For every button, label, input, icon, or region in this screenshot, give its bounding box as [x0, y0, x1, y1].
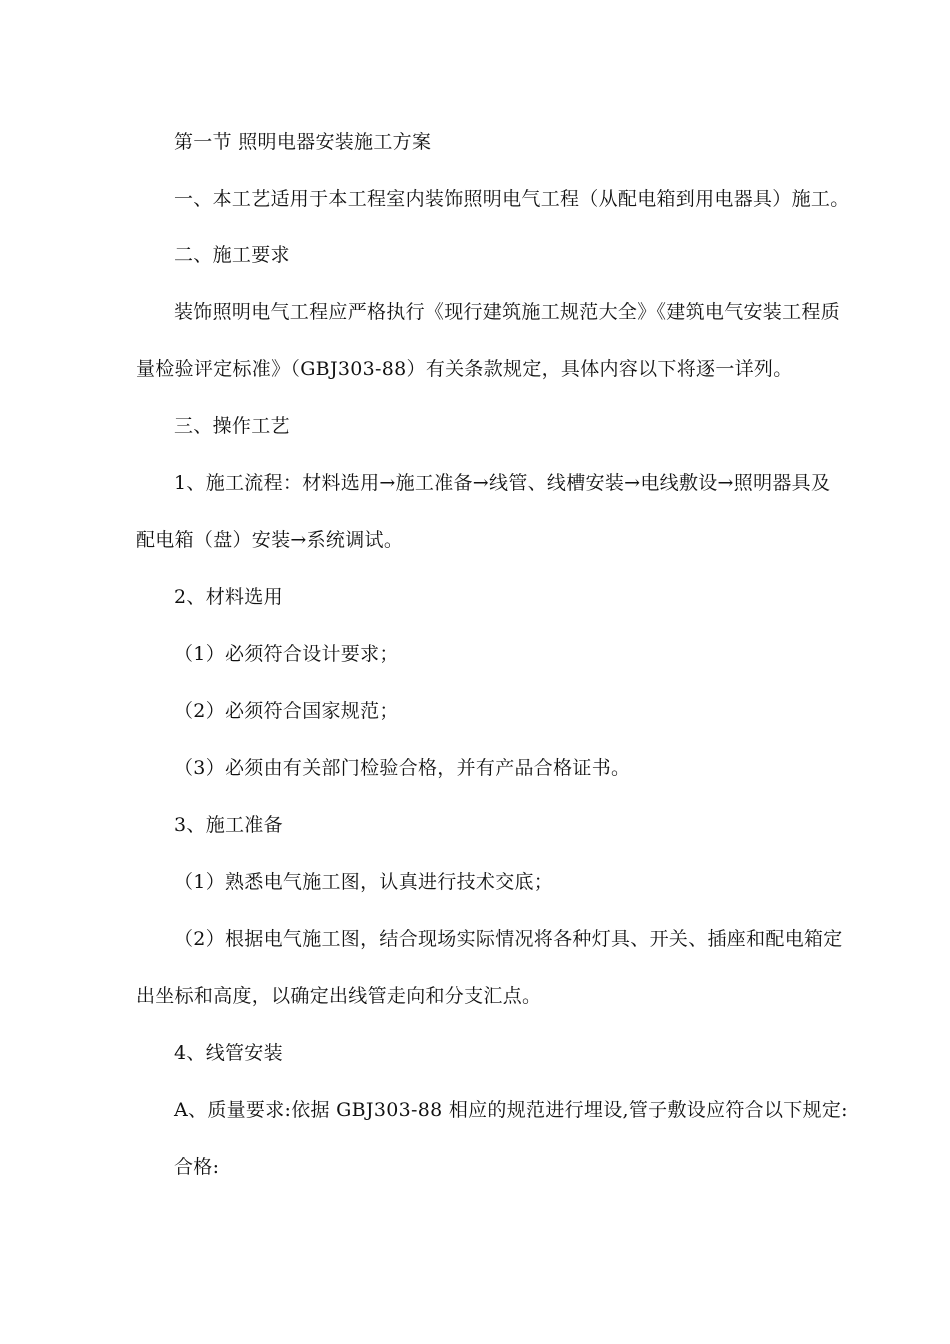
heading-operation-process: 三、操作工艺	[174, 415, 290, 437]
preparation-item-1: （1）熟悉电气施工图，认真进行技术交底；	[174, 871, 554, 893]
heading-preparation: 3、施工准备	[174, 814, 283, 836]
heading-conduit-installation: 4、线管安装	[174, 1042, 283, 1064]
paragraph-scope: 一、本工艺适用于本工程室内装饰照明电气工程（从配电箱到用电器具）施工。	[174, 188, 850, 210]
heading-material-selection: 2、材料选用	[174, 586, 283, 608]
section-title: 第一节 照明电器安装施工方案	[174, 131, 432, 153]
quality-requirement: A、质量要求:依据 GBJ303-88 相应的规范进行埋设,管子敷设应符合以下规定:	[174, 1099, 848, 1121]
construction-flow-line2: 配电箱（盘）安装→系统调试。	[136, 529, 404, 551]
qualified-label: 合格:	[174, 1156, 220, 1178]
material-item-1: （1）必须符合设计要求；	[174, 643, 399, 665]
heading-requirements: 二、施工要求	[174, 244, 290, 266]
preparation-item-2-line2: 出坐标和高度，以确定出线管走向和分支汇点。	[136, 985, 542, 1007]
material-item-2: （2）必须符合国家规范；	[174, 700, 399, 722]
construction-flow-line1: 1、施工流程：材料选用→施工准备→线管、线槽安装→电线敷设→照明器具及	[174, 472, 831, 494]
paragraph-standards-line2: 量检验评定标准》（GBJ303-88）有关条款规定，具体内容以下将逐一详列。	[136, 358, 793, 380]
material-item-3: （3）必须由有关部门检验合格，并有产品合格证书。	[174, 757, 631, 779]
paragraph-standards-line1: 装饰照明电气工程应严格执行《现行建筑施工规范大全》《建筑电气安装工程质	[174, 301, 841, 323]
preparation-item-2-line1: （2）根据电气施工图，结合现场实际情况将各种灯具、开关、插座和配电箱定	[174, 928, 843, 950]
